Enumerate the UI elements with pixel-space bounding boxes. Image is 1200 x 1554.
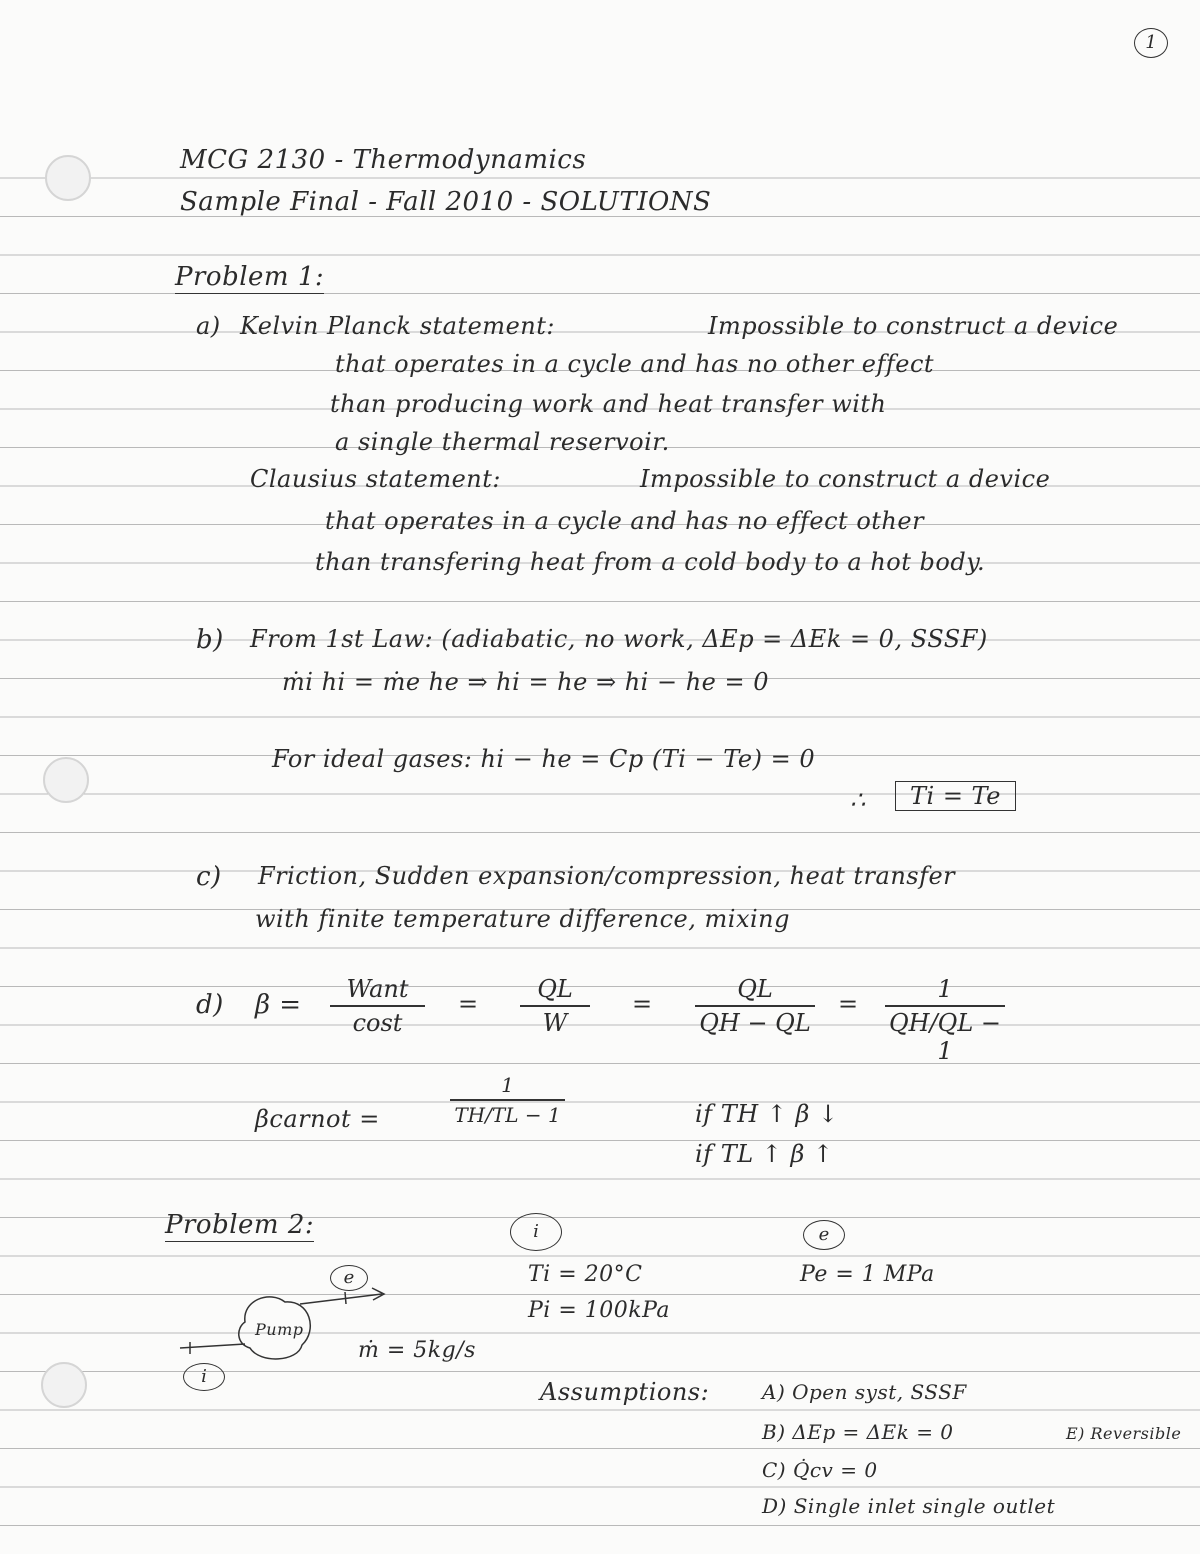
kelvin-planck-label: Kelvin Planck statement: bbox=[240, 312, 555, 340]
carnot-denominator: TH/TL − 1 bbox=[454, 1103, 561, 1127]
clausius-line-1: Impossible to construct a device bbox=[640, 465, 1051, 493]
state-i-temperature: Ti = 20°C bbox=[528, 1262, 643, 1287]
fraction-beta-carnot bbox=[450, 1073, 565, 1127]
fraction-3-numerator: QL bbox=[695, 975, 815, 1007]
fraction-3-denominator: QH − QL bbox=[699, 1009, 811, 1037]
part-a-label: a) bbox=[196, 312, 221, 340]
diagram-outlet-circle bbox=[330, 1265, 368, 1291]
exam-title: Sample Final - Fall 2010 - SOLUTIONS bbox=[180, 187, 712, 217]
pump-label: Pump bbox=[255, 1320, 304, 1339]
carnot-numerator: 1 bbox=[450, 1073, 565, 1101]
fraction-1-denominator: cost bbox=[352, 1009, 403, 1037]
equals-3: = bbox=[838, 990, 859, 1018]
part-c-line-2: with finite temperature difference, mixing bbox=[255, 905, 790, 933]
if-tl-increases: if TL ↑ β ↑ bbox=[695, 1140, 834, 1168]
state-e-label: e bbox=[818, 1224, 830, 1245]
assumption-d: D) Single inlet single outlet bbox=[762, 1494, 1056, 1518]
if-th-increases: if TH ↑ β ↓ bbox=[695, 1100, 839, 1128]
part-b-therefore: ∴ bbox=[850, 786, 866, 814]
part-c-line-1: Friction, Sudden expansion/compression, heat transfer bbox=[258, 862, 956, 890]
kelvin-planck-line-4: a single thermal reservoir. bbox=[335, 428, 670, 456]
state-i-pressure: Pi = 100kPa bbox=[528, 1298, 671, 1323]
assumption-c: C) Q̇cv = 0 bbox=[762, 1458, 878, 1482]
assumption-b: B) ΔEp = ΔEk = 0 bbox=[762, 1420, 954, 1444]
part-b-line-3: For ideal gases: hi − he = Cp (Ti − Te) = 0 bbox=[272, 745, 816, 773]
part-b-line-1: From 1st Law: (adiabatic, no work, ΔEp = ΔEk = 0, SSSF) bbox=[250, 625, 988, 653]
part-b-line-2: ṁi hi = ṁe he ⇒ hi = he ⇒ hi − he = 0 bbox=[282, 668, 770, 696]
page-number-circle bbox=[1134, 28, 1168, 58]
diagram-inlet-label: i bbox=[201, 1366, 207, 1387]
state-e-circle bbox=[803, 1220, 845, 1250]
fraction-ql-over-w bbox=[520, 975, 590, 1037]
kelvin-planck-line-3: than producing work and heat transfer with bbox=[330, 390, 887, 418]
beta-symbol: β = bbox=[255, 990, 302, 1020]
diagram-inlet-circle bbox=[183, 1363, 225, 1391]
fraction-ql-over-qh-minus-ql bbox=[695, 975, 815, 1037]
fraction-2-denominator: W bbox=[542, 1009, 568, 1037]
kelvin-planck-line-1: Impossible to construct a device bbox=[708, 312, 1119, 340]
fraction-4-denominator: QH/QL − 1 bbox=[888, 1009, 1002, 1065]
assumption-e: E) Reversible bbox=[1066, 1424, 1182, 1443]
kelvin-planck-line-2: that operates in a cycle and has no other effect bbox=[335, 350, 935, 378]
binder-hole-middle bbox=[44, 758, 88, 802]
state-i-circle bbox=[510, 1213, 562, 1251]
equals-2: = bbox=[632, 990, 653, 1018]
binder-hole-bottom bbox=[42, 1363, 86, 1407]
fraction-4-numerator: 1 bbox=[885, 975, 1005, 1007]
part-c-label: c) bbox=[196, 862, 222, 892]
fraction-1-numerator: Want bbox=[330, 975, 425, 1007]
course-title: MCG 2130 - Thermodynamics bbox=[180, 145, 587, 175]
assumptions-label: Assumptions: bbox=[540, 1378, 710, 1406]
part-d-label: d) bbox=[196, 990, 224, 1020]
fraction-2-numerator: QL bbox=[520, 975, 590, 1007]
state-i-label: i bbox=[533, 1221, 539, 1242]
page-number: 1 bbox=[1145, 32, 1157, 53]
clausius-label: Clausius statement: bbox=[250, 465, 501, 493]
problem-2-heading: Problem 2: bbox=[165, 1210, 315, 1240]
fraction-one-over-ratio bbox=[885, 975, 1005, 1065]
problem-1-heading: Problem 1: bbox=[175, 262, 325, 292]
beta-carnot-label: βcarnot = bbox=[255, 1105, 380, 1133]
diagram-outlet-label: e bbox=[343, 1267, 355, 1288]
assumption-a: A) Open syst, SSSF bbox=[762, 1380, 967, 1404]
part-b-label: b) bbox=[196, 625, 224, 655]
binder-hole-top bbox=[46, 156, 90, 200]
clausius-line-3: than transfering heat from a cold body to a hot body. bbox=[315, 548, 986, 576]
equals-1: = bbox=[458, 990, 479, 1018]
state-e-pressure: Pe = 1 MPa bbox=[800, 1262, 935, 1287]
mass-flow-rate: ṁ = 5kg/s bbox=[358, 1338, 476, 1363]
clausius-line-2: that operates in a cycle and has no effect other bbox=[325, 507, 925, 535]
fraction-want-over-cost bbox=[330, 975, 425, 1037]
part-b-result: Ti = Te bbox=[895, 781, 1016, 811]
